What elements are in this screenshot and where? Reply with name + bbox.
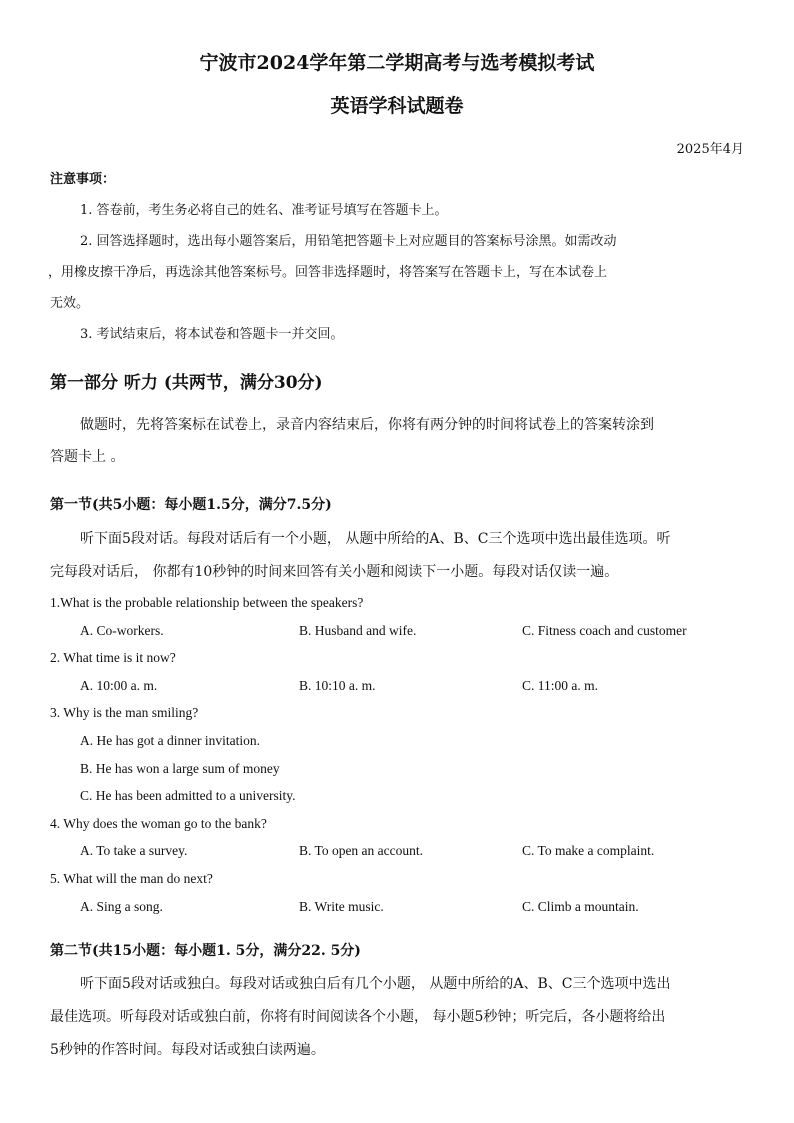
part-1-title: 第一部分 听力 (共两节，满分30分) bbox=[50, 373, 323, 393]
question-3-stem: 3. Why is the man smiling? bbox=[50, 705, 199, 720]
notice-item-2-line-3: 无效。 bbox=[50, 296, 90, 311]
part-1-intro-line-1: 做题时，先将答案标在试卷上，录音内容结束后，你将有两分钟的时间将试卷上的答案转涂到 bbox=[80, 417, 654, 433]
question-3-option-c: C. He has been admitted to a university. bbox=[80, 788, 296, 803]
notice-item-2-line-2: ，用橡皮擦干净后，再选涂其他答案标号。回答非选择题时，将答案写在答题卡上，写在本试卷上 bbox=[48, 265, 608, 280]
question-2-option-b: B. 10:10 a. m. bbox=[299, 678, 376, 693]
question-5-option-a: A. Sing a song. bbox=[80, 899, 163, 914]
notice-item-2-line-1: 2. 回答选择题时，选出每小题答案后，用铅笔把答题卡上对应题目的答案标号涂黑。如需改动 bbox=[80, 234, 617, 249]
section-2-title: 第二节(共15小题：每小题1. 5分，满分22. 5分) bbox=[50, 943, 361, 959]
question-4-option-c: C. To make a complaint. bbox=[522, 843, 655, 858]
section-1-title: 第一节(共5小题：每小题1.5分，满分7.5分) bbox=[50, 497, 332, 513]
section-1-intro-line-1: 听下面5段对话。每段对话后有一个小题， 从题中所给的A、B、C三个选项中选出最佳选项。听 bbox=[80, 531, 671, 547]
question-3-option-a: A. He has got a dinner invitation. bbox=[80, 733, 260, 748]
section-2-intro-line-2: 最佳选项。听每段对话或独白前，你将有时间阅读各个小题， 每小题5秒钟；听完后，各小题将给出 bbox=[50, 1009, 666, 1025]
question-5-option-c: C. Climb a mountain. bbox=[522, 899, 639, 914]
question-5-option-b: B. Write music. bbox=[299, 899, 384, 914]
question-1-stem: 1.What is the probable relationship between the speakers? bbox=[50, 595, 364, 610]
notice-heading: 注意事项： bbox=[50, 172, 116, 187]
question-5-stem: 5. What will the man do next? bbox=[50, 871, 213, 886]
question-1-option-a: A. Co-workers. bbox=[80, 623, 164, 638]
question-3-option-b: B. He has won a large sum of money bbox=[80, 761, 280, 776]
question-4-option-a: A. To take a survey. bbox=[80, 843, 188, 858]
section-2-intro-line-3: 5秒钟的作答时间。每段对话或独白读两遍。 bbox=[50, 1042, 325, 1058]
section-2-intro-line-1: 听下面5段对话或独白。每段对话或独白后有几个小题， 从题中所给的A、B、C三个选项中选出 bbox=[80, 976, 671, 992]
exam-date: 2025年4月 bbox=[676, 142, 744, 157]
question-4-option-b: B. To open an account. bbox=[299, 843, 424, 858]
question-1-option-b: B. Husband and wife. bbox=[299, 623, 417, 638]
question-4-stem: 4. Why does the woman go to the bank? bbox=[50, 816, 267, 831]
question-2-option-c: C. 11:00 a. m. bbox=[522, 678, 598, 693]
exam-subtitle: 英语学科试题卷 bbox=[330, 95, 464, 117]
section-1-intro-line-2: 完每段对话后， 你都有10秒钟的时间来回答有关小题和阅读下一小题。每段对话仅读一遍。 bbox=[50, 564, 619, 580]
question-2-option-a: A. 10:00 a. m. bbox=[80, 678, 158, 693]
exam-title: 宁波市2024学年第二学期高考与选考模拟考试 bbox=[199, 52, 595, 74]
question-1-option-c: C. Fitness coach and customer bbox=[522, 623, 687, 638]
part-1-intro-line-2: 答题卡上 。 bbox=[50, 449, 125, 465]
question-2-stem: 2. What time is it now? bbox=[50, 650, 176, 665]
notice-item-1: 1. 答卷前，考生务必将自己的姓名、准考证号填写在答题卡上。 bbox=[80, 203, 448, 218]
notice-item-3: 3. 考试结束后，将本试卷和答题卡一并交回。 bbox=[80, 327, 344, 342]
